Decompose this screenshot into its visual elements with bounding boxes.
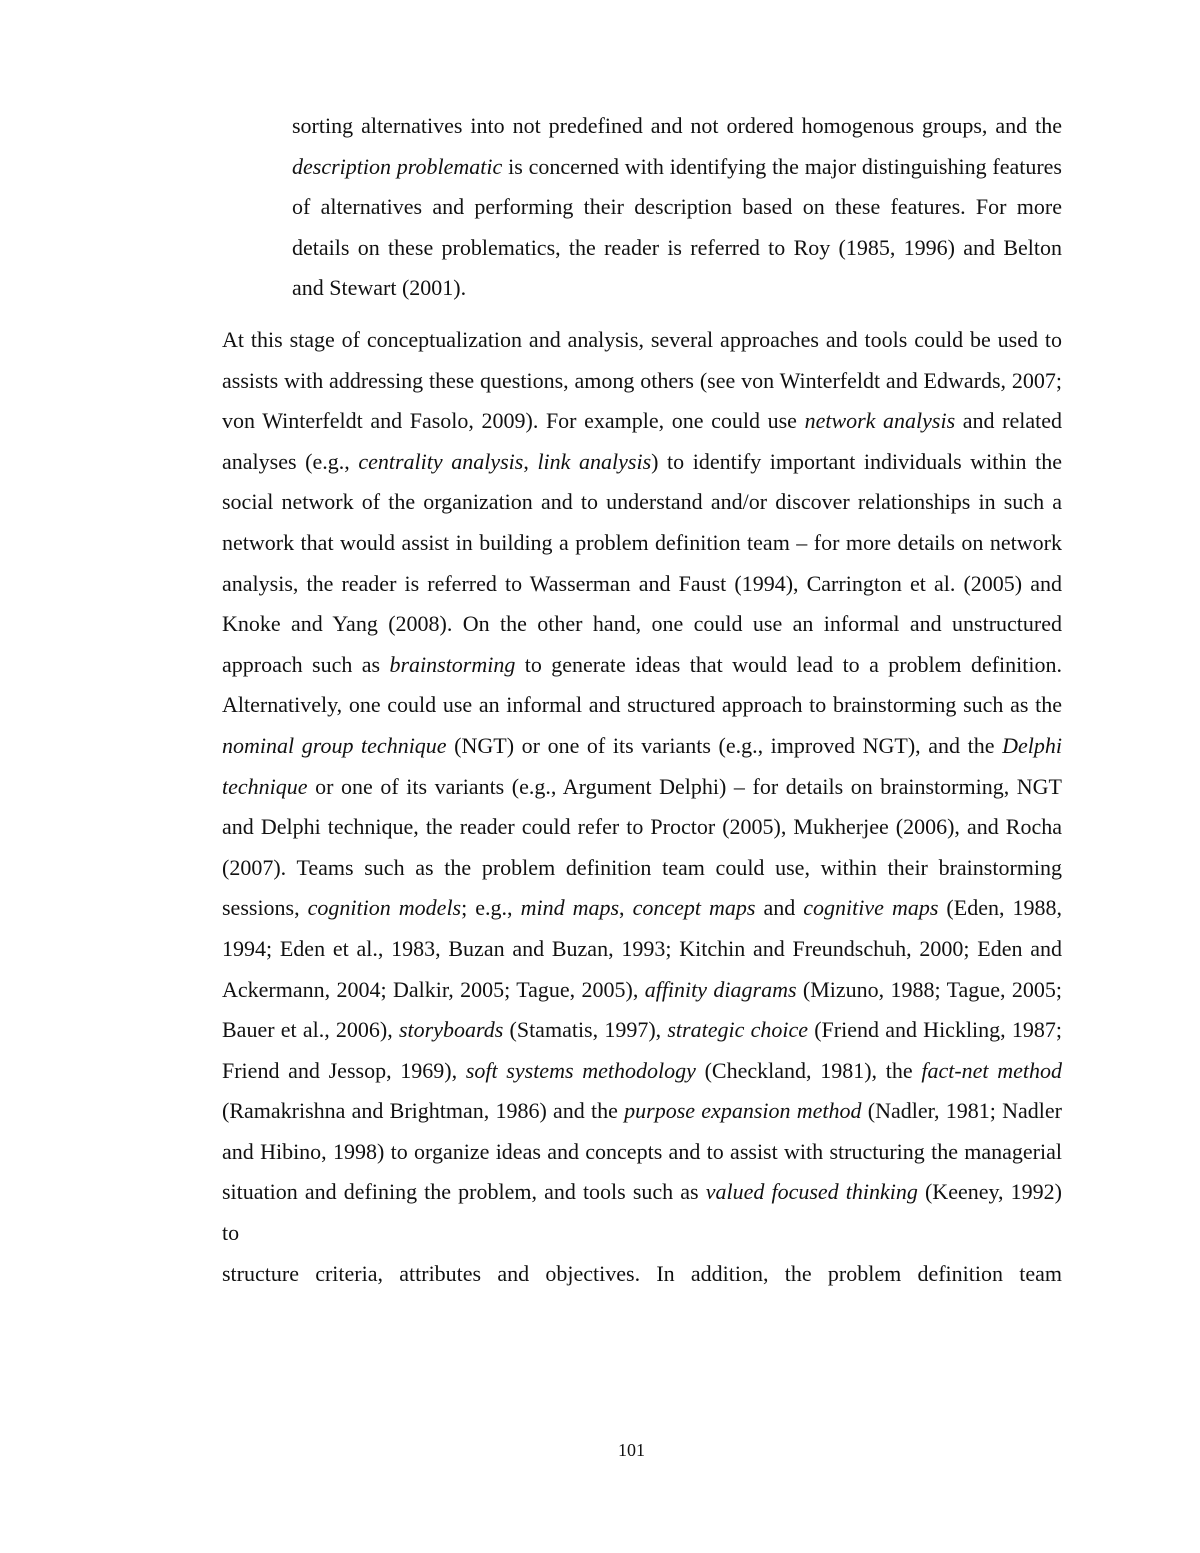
continued-line: structure criteria, attributes and objectives. In addition, the problem definition team (222, 1260, 1062, 1286)
text-segment: sorting alternatives into not predefined and not ordered homogenous groups, and the (292, 113, 1062, 138)
text-segment: , (619, 895, 633, 921)
italic-term: purpose expansion method (624, 1098, 862, 1124)
text-segment: ; e.g., (461, 895, 521, 921)
italic-term: centrality analysis (358, 448, 524, 474)
text-segment: is concerned with identifying the major distinguishing features of alternatives and performing their description based on these features. For more details on these problematics, the reader is referred to Roy (1985, 1996) and Belton and Stewart (2001). (292, 153, 1062, 301)
text-segment: or one of its variants (e.g., Argument Delphi) – for details on brainstorming, NGT and Delphi technique, the reader could refer to Proctor (2005), Mukherjee (2006), and Rocha (2007). Teams such as the problem definition team could use, within their brainstorming sessions, (222, 773, 1062, 921)
text-segment: , (523, 448, 538, 474)
text-segment: (Stamatis, 1997), (503, 1017, 668, 1043)
text-segment: (Friend and Hickling, 1987; Friend and Jessop, 1969), (222, 1017, 1062, 1083)
italic-term: fact-net method (921, 1057, 1062, 1083)
text-segment: (Mizuno, 1988; Tague, 2005; Bauer et al., 2006), (222, 976, 1062, 1043)
page-number: 101 (618, 1440, 645, 1460)
italic-term: affinity diagrams (644, 976, 797, 1002)
italic-term: mind maps (520, 895, 620, 921)
text-segment: to generate ideas that would lead to a problem definition. Alternatively, one could use an informal and structured approach to brainstorming such as the (222, 651, 1062, 718)
italic-term: strategic choice (667, 1017, 808, 1043)
text-segment: and (755, 895, 804, 921)
italic-term: network analysis (804, 408, 956, 434)
italic-term: storyboards (398, 1017, 504, 1043)
italic-term: description problematic (292, 153, 503, 179)
text-segment: At this stage of conceptualization and analysis, several approaches and tools could be used to assists with addressing these questions, among others (see von Winterfeldt and Edwards, 2007; von Winterfeldt and Fasolo, 2009). For example, one could use (222, 327, 1062, 434)
problematics-paragraph (292, 106, 1062, 309)
text-segment: (NGT) or one of its variants (e.g., improved NGT), and the (446, 732, 1003, 758)
italic-term: concept maps (632, 895, 756, 921)
text-segment: (Ramakrishna and Brightman, 1986) and the (222, 1098, 625, 1124)
text-segment: (Eden, 1988, 1994; Eden et al., 1983, Buzan and Buzan, 1993; Kitchin and Freundschuh, 2000; Eden and Ackermann, 2004; Dalkir, 2005; Tague, 2005), (222, 895, 1062, 1002)
text-segment: (Checkland, 1981), the (695, 1057, 922, 1083)
italic-term: brainstorming (389, 651, 516, 677)
italic-term: cognitive maps (803, 895, 939, 921)
italic-term: valued focused thinking (705, 1179, 918, 1205)
text-segment: and related analyses (e.g., (222, 408, 1063, 474)
italic-term: Delphi technique (222, 732, 1062, 799)
italic-term: nominal group technique (222, 732, 447, 758)
italic-term: cognition models (307, 895, 462, 921)
italic-term: link analysis (537, 448, 652, 474)
italic-term: soft systems methodology (465, 1057, 696, 1083)
text-segment: (Nadler, 1981; Nadler and Hibino, 1998) to organize ideas and concepts and to assist with structuring the managerial situation and defining the problem, and tools such as (222, 1098, 1062, 1205)
approaches-paragraph (222, 320, 1062, 1294)
text-segment: (Keeney, 1992) to (222, 1179, 1062, 1246)
text-segment: ) to identify important individuals within the social network of the organization and to understand and/or discover relationships in such a network that would assist in building a problem definition team – for more details on network analysis, the reader is referred to Wasserman and Faust (1994), Carrington et al. (2005) and Knoke and Yang (2008). On the other hand, one could use an informal and unstructured approach such as (222, 448, 1062, 677)
